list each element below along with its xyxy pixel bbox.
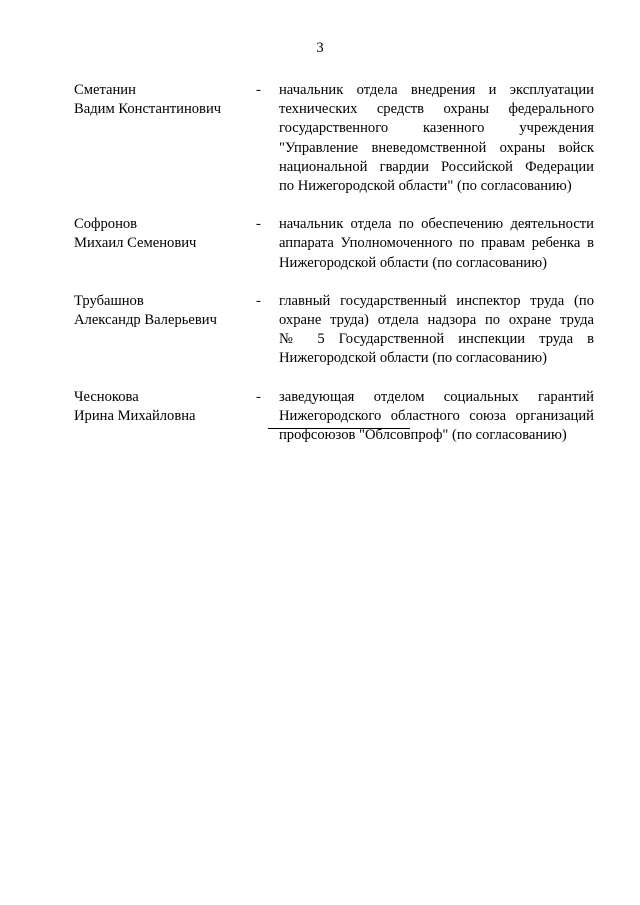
end-divider xyxy=(268,428,410,429)
member-given-names: Александр Валерьевич xyxy=(74,312,217,329)
position-line: государственного казенного учреждения xyxy=(279,120,594,137)
member-given-names: Вадим Константинович xyxy=(74,101,222,118)
page-number: 3 xyxy=(316,40,324,56)
member-position xyxy=(279,81,594,196)
member-name xyxy=(74,81,256,196)
position-line: Нижегородской области (по согласованию) xyxy=(279,254,547,271)
member-surname: Софронов xyxy=(74,216,138,233)
separator-dash: - xyxy=(256,388,261,405)
position-line: профсоюзов "Облсовпроф" (по согласованию) xyxy=(279,427,567,444)
position-line: № 5 Государственной инспекции труда в xyxy=(279,331,594,348)
position-line: охране труда) отдела надзора по охране труда xyxy=(279,312,594,329)
separator-dash: - xyxy=(256,292,261,309)
member-name xyxy=(74,215,256,273)
members-list xyxy=(74,81,594,464)
list-item xyxy=(74,388,594,446)
position-line: Нижегородского областного союза организаций xyxy=(279,407,594,424)
position-line: по Нижегородской области" (по согласованию) xyxy=(279,178,572,195)
member-given-names: Михаил Семенович xyxy=(74,235,197,252)
member-position xyxy=(279,215,594,273)
position-line: заведующая отделом социальных гарантий xyxy=(279,388,594,405)
list-item xyxy=(74,292,594,369)
position-line: "Управление вневедомственной охраны войск xyxy=(279,139,594,156)
separator-dash: - xyxy=(256,216,261,233)
member-name xyxy=(74,388,256,446)
member-name xyxy=(74,292,256,369)
position-line: начальник отдела по обеспечению деятельности xyxy=(279,216,594,233)
list-item xyxy=(74,81,594,196)
member-given-names: Ирина Михайловна xyxy=(74,407,196,424)
member-position xyxy=(279,388,594,446)
position-line: Нижегородской области (по согласованию) xyxy=(279,350,547,367)
position-line: национальной гвардии Российской Федерации xyxy=(279,158,594,175)
member-surname: Чеснокова xyxy=(74,388,139,405)
member-position xyxy=(279,292,594,369)
position-line: начальник отдела внедрения и эксплуатации xyxy=(279,82,594,98)
position-line: главный государственный инспектор труда (по xyxy=(279,292,594,309)
position-line: технических средств охраны федерального xyxy=(279,101,594,118)
member-surname: Трубашнов xyxy=(74,292,144,309)
separator-dash: - xyxy=(256,82,261,98)
position-line: аппарата Уполномоченного по правам ребенка в xyxy=(279,235,594,252)
list-item xyxy=(74,215,594,273)
member-surname: Сметанин xyxy=(74,82,136,98)
